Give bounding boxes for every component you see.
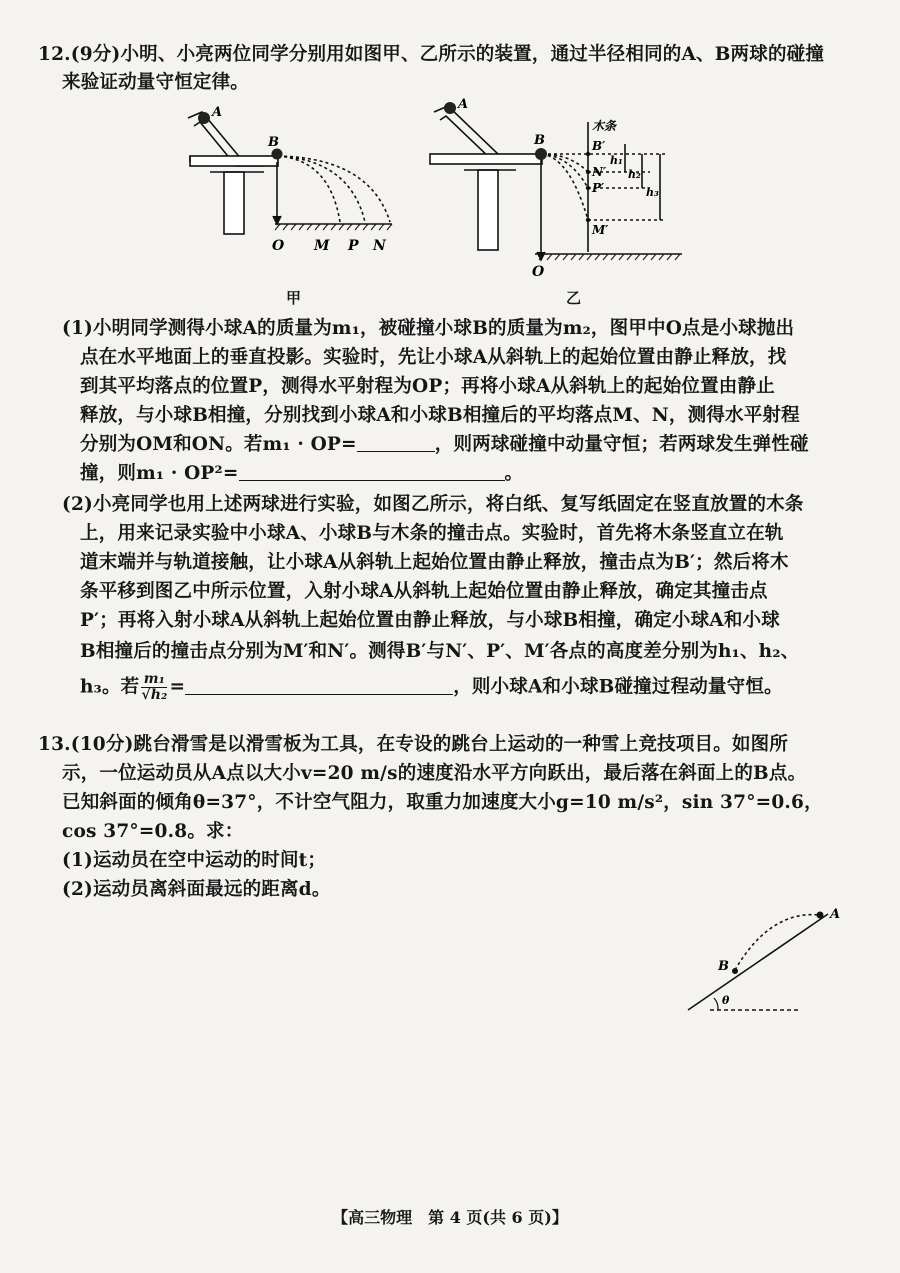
q13-line-2: 示，一位运动员从A点以大小v=20 m/s的速度沿水平方向跃出，最后落在斜面上的B点。 [62, 763, 807, 784]
q12-part2-line-4: 条平移到图乙中所示位置，入射小球A从斜轨上起始位置由静止释放，确定其撞击点 [80, 581, 768, 602]
q13-line-5: (1)运动员在空中运动的时间t； [62, 850, 327, 871]
q12-part1-line-2: 点在水平地面上的垂直投影。实验时，先让小球A从斜轨上的起始位置由静止释放，找 [80, 347, 787, 368]
yi-label-N-prime: N′ [592, 165, 607, 179]
q13-line-1: 13.(10分)跳台滑雪是以滑雪板为工具，在专设的跳台上运动的一种雪上竞技项目。如图所 [38, 734, 789, 755]
yi-label-P-prime: P′ [592, 181, 605, 195]
figure-jia [180, 100, 410, 265]
ski-label-B: B [718, 959, 729, 974]
fraction-numerator: m₁ [141, 672, 167, 688]
q12-part1-line-6 [80, 459, 523, 485]
q12-part1-line-1: (1)小明同学测得小球A的质量为m₁，被碰撞小球B的质量为m₂，图甲中O点是小球抛出 [62, 318, 795, 339]
ski-label-A: A [830, 907, 841, 922]
jia-label-P: P [348, 238, 359, 254]
yi-label-h1: h₁ [610, 154, 623, 167]
ski-label-theta: θ [722, 994, 730, 1007]
yi-label-h3: h₃ [646, 186, 659, 199]
q12-part2-line-2: 上，用来记录实验中小球A、小球B与木条的撞击点。实验时，首先将木条竖直立在轨 [80, 523, 784, 544]
fraction-m1-over-sqrt-h2 [141, 672, 167, 703]
q12-intro-line-2: 来验证动量守恒定律。 [62, 72, 250, 93]
page-footer: 【高三物理 第 4 页(共 6 页)】 [332, 1208, 568, 1227]
q13-line-4: cos 37°=0.8。求： [62, 821, 244, 842]
q12-part2-line-7a: h₃。若 [80, 676, 140, 698]
figure-yi-caption: 乙 [566, 289, 582, 307]
yi-label-O: O [532, 264, 545, 280]
yi-label-wood: 木条 [592, 119, 617, 133]
q12-part1-line-5 [80, 430, 809, 456]
answer-blank-3[interactable] [185, 676, 453, 695]
jia-label-O: O [272, 238, 285, 254]
q13-line-3: 已知斜面的倾角θ=37°，不计空气阻力，取重力加速度大小g=10 m/s²，sin 37°=0.6， [62, 792, 823, 813]
q12-intro-line-1: 12.(9分)小明、小亮两位同学分别用如图甲、乙所示的装置，通过半径相同的A、B两球的碰撞 [38, 44, 825, 65]
answer-blank-2[interactable] [239, 462, 505, 481]
q12-part1-line-6a: 撞，则m₁ · OP²= [80, 463, 239, 484]
jia-label-B: B [268, 135, 279, 150]
q12-part1-line-4: 释放，与小球B相撞，分别找到小球A和小球B相撞后的平均落点M、N，测得水平射程 [80, 405, 800, 426]
q12-part2-equals: = [169, 676, 186, 698]
q13-line-6: (2)运动员离斜面最远的距离d。 [62, 879, 331, 900]
jia-label-A: A [212, 105, 223, 120]
q12-part2-line-5: P′；再将入射小球A从斜轨上起始位置由静止释放，与小球B相撞，确定小球A和小球 [80, 610, 780, 631]
q12-part2-line-7b: ，则小球A和小球B碰撞过程动量守恒。 [453, 676, 783, 698]
q12-part1-line-3: 到其平均落点的位置P，测得水平射程为OP；再将小球A从斜轨上的起始位置由静止 [80, 376, 775, 397]
q12-part2-line-6: B相撞后的撞击点分别为M′和N′。测得B′与N′、P′、M′各点的高度差分别为h₁、h₂、 [80, 641, 800, 662]
figure-jia-caption: 甲 [286, 289, 302, 307]
q12-part1-line-6b: 。 [504, 463, 524, 484]
q12-part1-line-5a: 分别为OM和ON。若m₁ · OP= [80, 434, 357, 455]
q12-part2-line-3: 道末端并与轨道接触，让小球A从斜轨上起始位置由静止释放，撞击点为B′；然后将木 [80, 552, 789, 573]
yi-label-A: A [458, 97, 469, 112]
jia-label-N: N [373, 238, 386, 254]
q12-part2-line-7 [80, 672, 783, 703]
jia-label-M: M [314, 238, 330, 254]
figure-yi [420, 92, 690, 282]
fraction-denominator: √h₂ [141, 687, 168, 703]
answer-blank-1[interactable] [357, 433, 435, 452]
figure-ski-slope [680, 900, 850, 1020]
q12-part1-line-5b: ，则两球碰撞中动量守恒；若两球发生弹性碰 [434, 434, 809, 455]
q12-part2-line-1: (2)小亮同学也用上述两球进行实验，如图乙所示，将白纸、复写纸固定在竖直放置的木条 [62, 494, 804, 515]
yi-label-B-prime: B′ [592, 139, 606, 153]
yi-label-B: B [534, 133, 545, 148]
yi-label-h2: h₂ [628, 168, 641, 181]
yi-label-M-prime: M′ [592, 223, 609, 237]
